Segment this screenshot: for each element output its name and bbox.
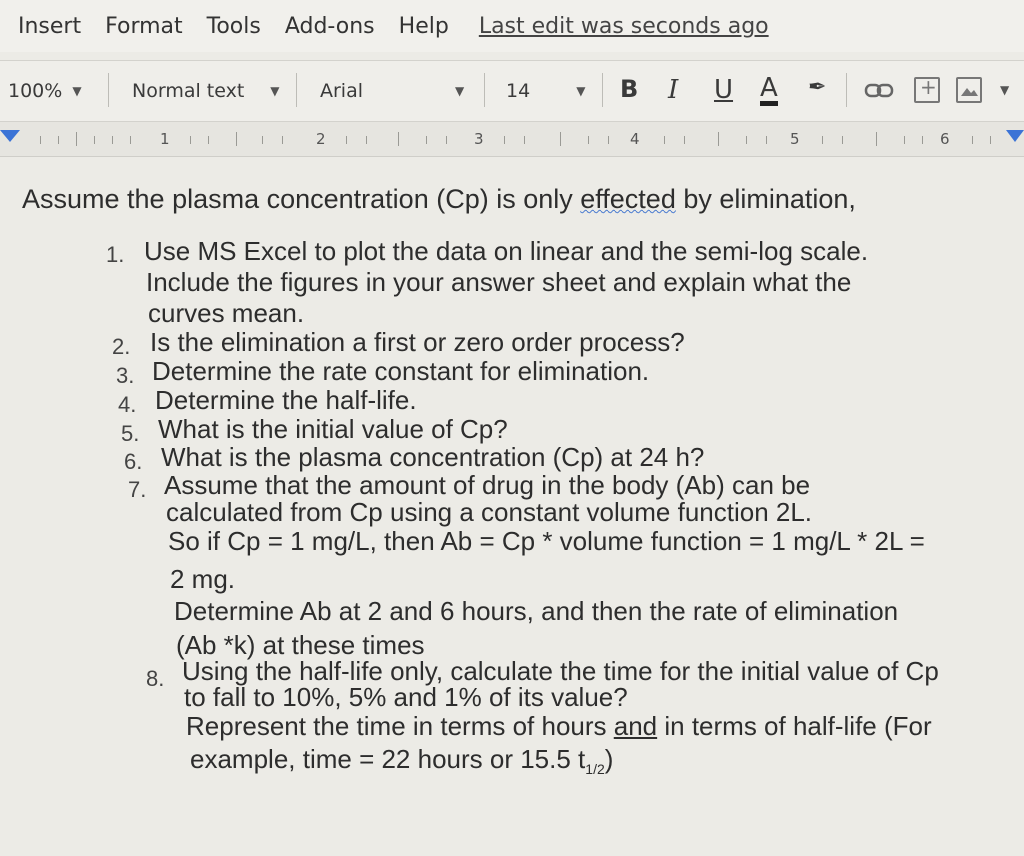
half-life-subscript: 1/2	[585, 761, 605, 778]
font-size-value: 14	[506, 80, 531, 102]
chevron-down-icon: ▼	[576, 84, 586, 98]
list-item	[190, 744, 613, 777]
ruler-number: 4	[630, 130, 640, 148]
chevron-down-icon: ▼	[455, 84, 465, 98]
menu-help[interactable]: Help	[398, 13, 449, 39]
list-item: Is the elimination a first or zero order process?	[150, 327, 685, 357]
last-edit-link[interactable]: Last edit was seconds ago	[478, 13, 769, 39]
menu-tools[interactable]: Tools	[206, 13, 261, 39]
list-item: Determine the half-life.	[155, 385, 417, 415]
list-number: 2.	[112, 334, 131, 359]
q8-example: example, time = 22 hours or 15.5 t	[190, 744, 586, 774]
font-select[interactable]	[320, 61, 464, 121]
chevron-down-icon: ▼	[270, 84, 280, 98]
intro-paragraph	[22, 184, 856, 215]
style-select[interactable]	[132, 61, 280, 121]
document-body[interactable]	[0, 160, 1024, 856]
list-number: 3.	[116, 363, 135, 388]
chevron-down-icon[interactable]: ▼	[1000, 83, 1010, 97]
list-item: 2 mg.	[170, 564, 236, 594]
ruler-number: 1	[160, 130, 170, 148]
toolbar	[0, 60, 1024, 122]
style-value: Normal text	[132, 80, 245, 102]
q8-text: Represent the time in terms of hours	[186, 711, 614, 741]
list-item: to fall to 10%, 5% and 1% of its value?	[184, 682, 628, 712]
intro-text: Assume the plasma concentration (Cp) is only	[22, 184, 581, 214]
q8-underlined-and: and	[613, 711, 658, 741]
list-item: What is the initial value of Cp?	[158, 414, 508, 444]
list-item: Determine the rate constant for elimination.	[152, 356, 650, 386]
q8-close-paren: )	[604, 744, 614, 774]
list-number: 8.	[146, 666, 165, 691]
menu-addons[interactable]: Add-ons	[284, 13, 375, 39]
ruler[interactable]	[0, 122, 1024, 157]
list-item: calculated from Cp using a constant volume function 2L.	[166, 497, 813, 527]
list-item: Assume that the amount of drug in the body (Ab) can be	[164, 470, 811, 500]
list-item: What is the plasma concentration (Cp) at 24 h?	[161, 442, 705, 472]
ruler-number: 2	[316, 130, 326, 148]
list-item: curves mean.	[148, 298, 305, 328]
ruler-number: 3	[474, 130, 484, 148]
menu-insert[interactable]: Insert	[18, 13, 82, 39]
zoom-select[interactable]	[8, 61, 82, 121]
menu-bar	[0, 0, 1024, 52]
highlight-pen-icon[interactable]: ✒	[808, 75, 827, 100]
list-number: 5.	[121, 421, 140, 446]
insert-comment-icon[interactable]: +	[914, 77, 940, 103]
menu-format[interactable]: Format	[105, 13, 183, 39]
list-number: 1.	[106, 242, 125, 267]
list-number: 6.	[124, 449, 143, 474]
ruler-number: 5	[790, 130, 800, 148]
link-icon[interactable]	[864, 79, 894, 103]
list-number: 4.	[118, 392, 137, 417]
list-item: Use MS Excel to plot the data on linear and the semi-log scale.	[144, 236, 869, 266]
left-indent-marker[interactable]	[0, 130, 20, 142]
chevron-down-icon: ▼	[72, 84, 82, 98]
font-size-select[interactable]	[506, 61, 585, 121]
list-number: 7.	[128, 477, 147, 502]
list-item: So if Cp = 1 mg/L, then Ab = Cp * volume function = 1 mg/L * 2L =	[168, 526, 925, 556]
intro-text-end: by elimination,	[675, 184, 856, 214]
font-value: Arial	[320, 80, 364, 102]
list-item	[186, 711, 932, 742]
q8-text-end: in terms of half-life (For	[657, 711, 932, 741]
list-item: Determine Ab at 2 and 6 hours, and then the rate of elimination	[174, 596, 899, 626]
underline-button[interactable]: U	[714, 75, 734, 105]
list-item: Include the figures in your answer sheet and explain what the	[146, 267, 852, 297]
italic-button[interactable]: I	[668, 75, 679, 105]
list-item: (Ab *k) at these times	[176, 630, 425, 660]
ruler-number: 6	[940, 130, 950, 148]
right-indent-marker[interactable]	[1006, 130, 1024, 142]
text-color-button[interactable]: A	[760, 75, 778, 106]
insert-image-icon[interactable]	[956, 77, 982, 103]
misspelled-word[interactable]: effected	[580, 184, 676, 214]
zoom-value: 100%	[8, 80, 63, 102]
bold-button[interactable]: B	[620, 75, 639, 103]
list-item: Using the half-life only, calculate the time for the initial value of Cp	[182, 656, 939, 686]
